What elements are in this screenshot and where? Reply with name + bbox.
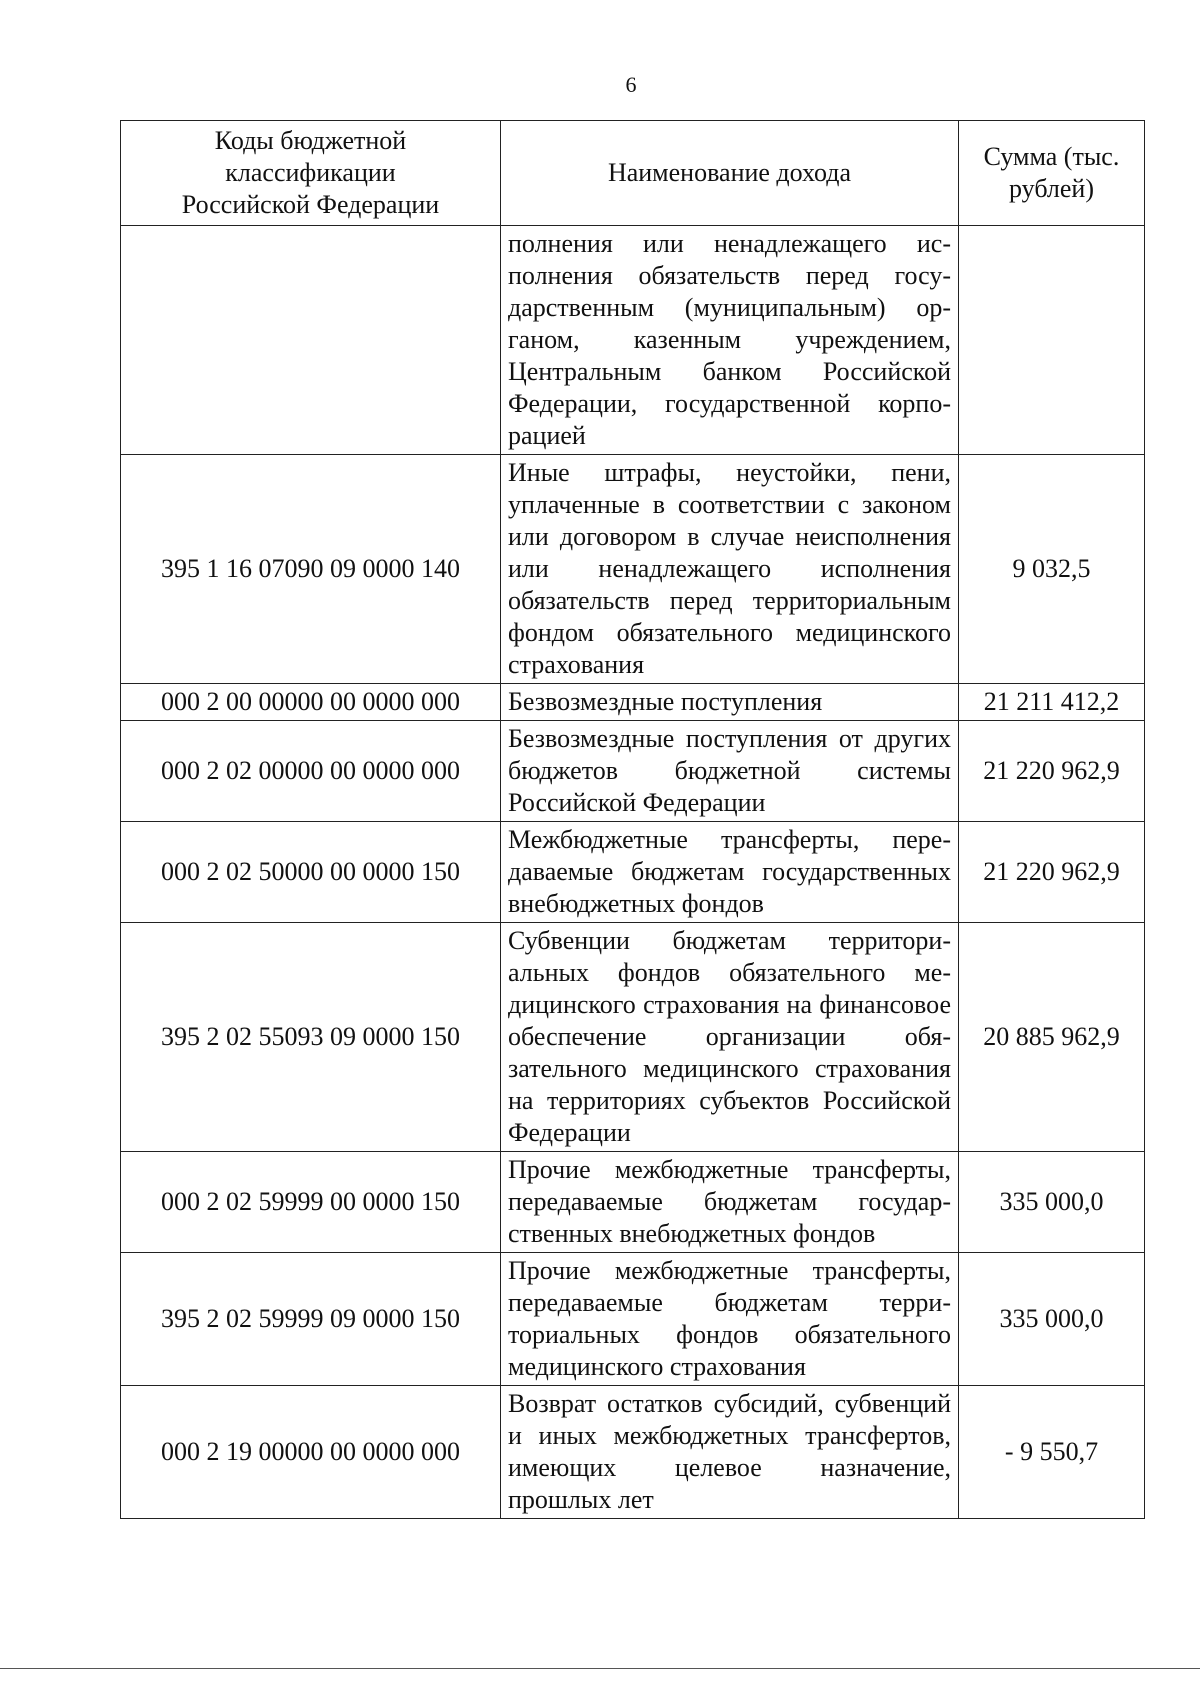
table-header-row	[121, 121, 1145, 226]
page-number: 6	[625, 72, 637, 97]
header-name: Наименование дохода	[501, 121, 959, 226]
table-row	[121, 455, 1145, 684]
row-code: 000 2 02 59999 00 0000 150	[121, 1152, 501, 1253]
table-row	[121, 822, 1145, 923]
row-code: 395 1 16 07090 09 0000 140	[121, 455, 501, 684]
row-sum: 21 220 962,9	[959, 822, 1145, 923]
row-code: 000 2 19 00000 00 0000 000	[121, 1386, 501, 1519]
revenue-table	[120, 120, 1145, 1519]
table-row	[121, 1152, 1145, 1253]
row-sum: 335 000,0	[959, 1253, 1145, 1386]
row-sum	[959, 226, 1145, 455]
row-name: Возврат остатков субсидий, субвенций и иных межбюджетных трансфертов, имеющих целевое назначение, прошлых лет	[501, 1386, 959, 1519]
row-sum: 9 032,5	[959, 455, 1145, 684]
row-code: 000 2 02 50000 00 0000 150	[121, 822, 501, 923]
row-name: Прочие межбюджетные трансферты, передаваемые бюджетам территориальных фондов обязательного медицинского страхования	[501, 1253, 959, 1386]
row-sum: 21 211 412,2	[959, 684, 1145, 721]
row-sum: 20 885 962,9	[959, 923, 1145, 1152]
table-row	[121, 721, 1145, 822]
table-row	[121, 1386, 1145, 1519]
table-row	[121, 684, 1145, 721]
row-name: Иные штрафы, неустойки, пени, уплаченные в соответствии с законом или договором в случае неисполнения или ненадлежащего исполнения обязательств перед территориальным фондом обязательного медицинского страхования	[501, 455, 959, 684]
row-name: полнения или ненадлежащего исполнения обязательств перед государственным (муниципальным) органом, казенным учреждением, Центральным банком Российской Федерации, государственной корпорацией	[501, 226, 959, 455]
row-name: Прочие межбюджетные трансферты, передаваемые бюджетам государственных внебюджетных фондов	[501, 1152, 959, 1253]
row-code: 395 2 02 55093 09 0000 150	[121, 923, 501, 1152]
header-code: Коды бюджетной классификации Российской Федерации	[121, 121, 501, 226]
page-bottom-rule	[0, 1668, 1200, 1669]
table-row	[121, 1253, 1145, 1386]
row-name: Межбюджетные трансферты, передаваемые бюджетам государственных внебюджетных фондов	[501, 822, 959, 923]
row-sum: 335 000,0	[959, 1152, 1145, 1253]
row-code: 395 2 02 59999 09 0000 150	[121, 1253, 501, 1386]
table-row	[121, 226, 1145, 455]
row-code: 000 2 00 00000 00 0000 000	[121, 684, 501, 721]
row-sum: 21 220 962,9	[959, 721, 1145, 822]
row-code	[121, 226, 501, 455]
row-name: Субвенции бюджетам территориальных фондов обязательного медицинского страхования на финансовое обеспечение организации обязательного медицинского страхования на территориях субъектов Российской Федерации	[501, 923, 959, 1152]
row-name: Безвозмездные поступления	[501, 684, 959, 721]
header-sum: Сумма (тыс. рублей)	[959, 121, 1145, 226]
table-row	[121, 923, 1145, 1152]
row-code: 000 2 02 00000 00 0000 000	[121, 721, 501, 822]
row-name: Безвозмездные поступления от других бюджетов бюджетной системы Российской Федерации	[501, 721, 959, 822]
row-sum: - 9 550,7	[959, 1386, 1145, 1519]
